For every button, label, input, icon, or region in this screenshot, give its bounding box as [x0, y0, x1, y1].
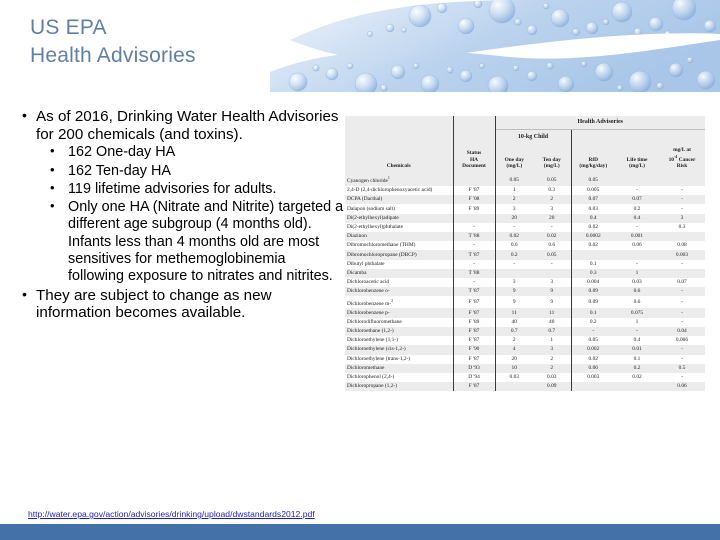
- table-row: [345, 214, 705, 223]
- cell-one-day: 40: [495, 318, 533, 327]
- cell-status: -: [453, 278, 495, 287]
- cell-one-day: 3: [495, 278, 533, 287]
- cell-rfd: 0.05: [571, 174, 615, 186]
- cell-chemical-name: Dibromochloromethane (THM): [345, 241, 453, 250]
- cell-chemical-name: Cyanogen chloride$^1$: [345, 174, 453, 186]
- bullet-item-primary-1: [14, 108, 344, 286]
- slide-body: [14, 108, 344, 323]
- column-header-rfd: [571, 145, 615, 174]
- page-title: [30, 14, 330, 69]
- cell-cancer-risk: -: [659, 195, 705, 204]
- cell-footnote-marker: 2: [391, 297, 394, 303]
- one-day-line1: One day: [504, 156, 524, 163]
- cell-chemical-name: Dalapon (sodium salt): [345, 204, 453, 213]
- cell-chemical-name: Diazinon: [345, 232, 453, 241]
- ten-day-line2: (mg/L): [543, 163, 560, 170]
- one-day-line2: (mg/L): [506, 163, 523, 170]
- cell-rfd: [571, 382, 615, 391]
- cell-chemical-name: Dichloroethane (1,2-): [345, 327, 453, 336]
- cell-chemical-name: Dichlorophenol (2,4-): [345, 373, 453, 382]
- cell-rfd: 0.003: [571, 373, 615, 382]
- cell-one-day: 0.2: [495, 250, 533, 259]
- cell-footnote-marker: 1: [387, 175, 390, 181]
- table-row: [345, 174, 705, 186]
- cell-one-day: 2: [495, 336, 533, 345]
- table-row: [345, 278, 705, 287]
- cell-status: F '87: [453, 355, 495, 364]
- table-header: [345, 116, 705, 174]
- cancer-exponent: -4: [673, 153, 678, 159]
- cell-one-day: -: [495, 223, 533, 232]
- cell-chemical-name: 2,4-D (2,4-dichlorophenoxyacetic acid): [345, 186, 453, 195]
- column-header-status: [453, 116, 495, 174]
- cell-ten-day: 9: [533, 287, 571, 296]
- cell-life-time: 0.03: [615, 278, 659, 287]
- cell-one-day: 1: [495, 186, 533, 195]
- cell-cancer-risk: -: [659, 308, 705, 317]
- cell-life-time: -: [615, 327, 659, 336]
- cell-ten-day: 0.02: [533, 232, 571, 241]
- table-row: [345, 260, 705, 269]
- cell-rfd: -: [571, 327, 615, 336]
- cell-life-time: 0.02: [615, 373, 659, 382]
- cell-ten-day: 1: [533, 336, 571, 345]
- cell-one-day: 20: [495, 214, 533, 223]
- cell-status: -: [453, 260, 495, 269]
- cell-life-time: -: [615, 223, 659, 232]
- rfd-line2: (mg/kg/day): [579, 163, 608, 170]
- table-row: [345, 195, 705, 204]
- cell-chemical-name: Dichlorobenzene o-: [345, 287, 453, 296]
- cell-one-day: 10: [495, 364, 533, 373]
- cancer-word: Cancer: [677, 156, 696, 163]
- cell-life-time: 0.4: [615, 336, 659, 345]
- cell-status: F '87: [453, 186, 495, 195]
- cell-chemical-name: Dichlorobenzene p-: [345, 308, 453, 317]
- table-body: [345, 174, 705, 391]
- cell-one-day: -: [495, 260, 533, 269]
- column-header-chemicals: Chemicals: [345, 116, 453, 174]
- cell-one-day: 0.7: [495, 327, 533, 336]
- cell-life-time: 1: [615, 318, 659, 327]
- bullet-text: 119 lifetime advisories for adults.: [68, 180, 277, 197]
- cell-status: F '87: [453, 296, 495, 308]
- cell-ten-day: 2: [533, 355, 571, 364]
- bullet-item-sub-4: [36, 199, 344, 285]
- status-line2: HA: [469, 156, 479, 163]
- bullet-item-sub-3: [36, 181, 344, 198]
- cell-life-time: [615, 382, 659, 391]
- cell-ten-day: [533, 269, 571, 278]
- cell-rfd: 0.06: [571, 364, 615, 373]
- cell-cancer-risk: [659, 232, 705, 241]
- cell-cancer-risk: 0.04: [659, 327, 705, 336]
- cell-rfd: 0.07: [571, 195, 615, 204]
- cell-life-time: 0.6: [615, 296, 659, 308]
- table-row: [345, 308, 705, 317]
- cell-ten-day: 3: [533, 204, 571, 213]
- cell-ten-day: 11: [533, 308, 571, 317]
- cell-rfd: 0.1: [571, 308, 615, 317]
- cell-rfd: 0.2: [571, 318, 615, 327]
- cell-one-day: [495, 269, 533, 278]
- cell-rfd: 0.004: [571, 278, 615, 287]
- cell-ten-day: -: [533, 223, 571, 232]
- column-group-health-advisories: Health Advisories: [495, 116, 705, 130]
- cell-status: F '87: [453, 336, 495, 345]
- column-header-one-day: [495, 145, 533, 174]
- cell-cancer-risk: 0.003: [659, 250, 705, 259]
- cell-one-day: 0.03: [495, 373, 533, 382]
- cell-ten-day: -: [533, 260, 571, 269]
- column-header-cancer-risk: [659, 145, 705, 174]
- life-time-line1: Life time: [626, 156, 648, 163]
- cell-chemical-name: Dichloromethane: [345, 364, 453, 373]
- cancer-line1: mg/L at: [673, 147, 691, 153]
- cell-cancer-risk: -: [659, 260, 705, 269]
- cell-chemical-name: Dichloroacetic acid: [345, 278, 453, 287]
- cell-one-day: 9: [495, 296, 533, 308]
- cancer-line2: [660, 154, 704, 164]
- cell-rfd: [571, 250, 615, 259]
- table-row: [345, 318, 705, 327]
- cell-cancer-risk: -: [659, 186, 705, 195]
- page-title-line1: US EPA: [30, 16, 107, 39]
- table-row: [345, 204, 705, 213]
- cell-one-day: 9: [495, 287, 533, 296]
- cell-ten-day: 2: [533, 364, 571, 373]
- cell-chemical-name: Di(2-ethylhexyl)adipate: [345, 214, 453, 223]
- table-row: [345, 223, 705, 232]
- cell-one-day: 2: [495, 195, 533, 204]
- cancer-base: 10: [668, 156, 674, 163]
- bullet-item-sub-2: [36, 163, 344, 180]
- table-row: [345, 355, 705, 364]
- table-row: [345, 250, 705, 259]
- cell-one-day: 0.05: [495, 174, 533, 186]
- cell-status: T '87: [453, 250, 495, 259]
- cell-life-time: 0.2: [615, 204, 659, 213]
- cell-status: [453, 174, 495, 186]
- cell-rfd: 0.02: [571, 223, 615, 232]
- table-row: [345, 232, 705, 241]
- cell-cancer-risk: -: [659, 373, 705, 382]
- column-group-10kg-child: 10-kg Child: [495, 130, 571, 146]
- cell-chemical-name: Dichlorodifluoromethane: [345, 318, 453, 327]
- cell-status: T '88: [453, 232, 495, 241]
- ten-day-line1: Ten day: [542, 156, 561, 163]
- footer-bar: [0, 524, 720, 540]
- bullet-text: As of 2016, Drinking Water Health Advisories for 200 chemicals (and toxins).: [36, 108, 339, 143]
- cell-rfd: 0.02: [571, 241, 615, 250]
- bullet-list-level1: [14, 108, 344, 322]
- cell-ten-day: 0.6: [533, 241, 571, 250]
- table-row: [345, 345, 705, 354]
- bullet-item-primary-2: [14, 287, 344, 322]
- cell-cancer-risk: -: [659, 355, 705, 364]
- column-header-life-time: [615, 145, 659, 174]
- cell-rfd: 0.0002: [571, 232, 615, 241]
- cell-cancer-risk: -: [659, 296, 705, 308]
- table-row: [345, 373, 705, 382]
- cell-rfd: 0.09: [571, 296, 615, 308]
- cell-cancer-risk: 3: [659, 214, 705, 223]
- cell-life-time: 0.1: [615, 355, 659, 364]
- cell-chemical-name: Di(2-ethylhexyl)phthalate: [345, 223, 453, 232]
- cell-cancer-risk: [659, 174, 705, 186]
- cell-status: -: [453, 241, 495, 250]
- cell-ten-day: 3: [533, 345, 571, 354]
- cell-life-time: -: [615, 186, 659, 195]
- cell-status: -: [453, 223, 495, 232]
- page-title-line2: Health Advisories: [30, 43, 196, 67]
- table-row: [345, 364, 705, 373]
- cell-life-time: -: [615, 260, 659, 269]
- bullet-text: 162 Ten-day HA: [68, 162, 171, 179]
- cell-one-day: 3: [495, 204, 533, 213]
- cell-rfd: 0.05: [571, 336, 615, 345]
- table-row: [345, 327, 705, 336]
- cell-chemical-name: Dichloroethylene (trans-1,2-): [345, 355, 453, 364]
- table-row: [345, 269, 705, 278]
- cell-status: T '87: [453, 287, 495, 296]
- cell-chemical-name: DCPA (Dacthal): [345, 195, 453, 204]
- table-row: [345, 382, 705, 391]
- cell-chemical-name: Dicamba: [345, 269, 453, 278]
- cell-ten-day: 0.03: [533, 373, 571, 382]
- cell-chemical-name: Dichloroethylene (1,1-): [345, 336, 453, 345]
- cell-one-day: [495, 382, 533, 391]
- cell-chemical-name: Dichloroethylene (cis-1,2-): [345, 345, 453, 354]
- cell-status: F '87: [453, 382, 495, 391]
- cell-status: T '88: [453, 269, 495, 278]
- cell-one-day: 0.6: [495, 241, 533, 250]
- cell-one-day: 0.02: [495, 232, 533, 241]
- cell-ten-day: 3: [533, 278, 571, 287]
- cell-status: F '90: [453, 345, 495, 354]
- cell-status: F '87: [453, 308, 495, 317]
- cell-ten-day: 0.05: [533, 250, 571, 259]
- cell-ten-day: 0.05: [533, 174, 571, 186]
- cell-chemical-name: Dichlorobenzene m-$^2$: [345, 296, 453, 308]
- cell-rfd: 0.002: [571, 345, 615, 354]
- cell-cancer-risk: 0.5: [659, 364, 705, 373]
- cell-status: [453, 214, 495, 223]
- cell-life-time: 0.01: [615, 345, 659, 354]
- cell-chemical-name: Dibromochloropropane (DBCP): [345, 250, 453, 259]
- status-line1: Status: [466, 149, 482, 156]
- cell-ten-day: 20: [533, 214, 571, 223]
- cell-status: F '08: [453, 195, 495, 204]
- cell-chemical-name: Dibutyl phthalate: [345, 260, 453, 269]
- cell-ten-day: 40: [533, 318, 571, 327]
- cell-status: D '94: [453, 373, 495, 382]
- cell-rfd: 0.005: [571, 186, 615, 195]
- cell-cancer-risk: [659, 269, 705, 278]
- bullet-list-level2: [36, 144, 344, 285]
- cell-cancer-risk: -: [659, 318, 705, 327]
- cell-status: F '89: [453, 204, 495, 213]
- cell-status: F '89: [453, 318, 495, 327]
- health-advisories-table: [345, 116, 705, 496]
- cell-rfd: 0.02: [571, 355, 615, 364]
- rfd-line1: RfD: [588, 156, 599, 163]
- column-header-ten-day: [533, 145, 571, 174]
- bullet-text: They are subject to change as new information becomes available.: [36, 286, 272, 322]
- cell-life-time: [615, 174, 659, 186]
- cell-ten-day: 0.3: [533, 186, 571, 195]
- cell-cancer-risk: -: [659, 287, 705, 296]
- cell-rfd: 0.09: [571, 287, 615, 296]
- cell-status: F '87: [453, 327, 495, 336]
- life-time-line2: (mg/L): [629, 163, 645, 170]
- cell-cancer-risk: -: [659, 204, 705, 213]
- cell-rfd: 0.1: [571, 260, 615, 269]
- cell-life-time: 0.07: [615, 195, 659, 204]
- cell-life-time: 0.4: [615, 214, 659, 223]
- cell-life-time: 0.06: [615, 241, 659, 250]
- cell-ten-day: 9: [533, 296, 571, 308]
- table-row: [345, 296, 705, 308]
- cell-chemical-name: Dichloropropane (1,2-): [345, 382, 453, 391]
- cell-one-day: 11: [495, 308, 533, 317]
- water-droplet-banner-graphic: [270, 0, 720, 92]
- cell-status: D '93: [453, 364, 495, 373]
- cell-ten-day: 0.09: [533, 382, 571, 391]
- cell-rfd: 0.3: [571, 269, 615, 278]
- cell-cancer-risk: 0.3: [659, 223, 705, 232]
- cell-rfd: 0.03: [571, 204, 615, 213]
- source-url-link[interactable]: http://water.epa.gov/action/advisories/drinking/upload/dwstandards2012.pdf: [28, 509, 315, 519]
- cell-ten-day: 2: [533, 195, 571, 204]
- table-row: [345, 336, 705, 345]
- cell-cancer-risk: 0.07: [659, 278, 705, 287]
- cell-ten-day: 0.7: [533, 327, 571, 336]
- bullet-text: 162 One-day HA: [68, 144, 176, 161]
- cell-cancer-risk: -: [659, 345, 705, 354]
- cell-life-time: [615, 250, 659, 259]
- cell-life-time: 0.001: [615, 232, 659, 241]
- status-line3: Document: [462, 163, 486, 170]
- cell-cancer-risk: 0.006: [659, 336, 705, 345]
- bullet-text: Only one HA (Nitrate and Nitrite) targeted a different age subgroup (4 months old). Infants less than 4 months old are most sensitives for methemoglobinemia following exposure to nitrates and nitrites.: [68, 199, 344, 285]
- table-row: [345, 241, 705, 250]
- cell-life-time: 0.2: [615, 364, 659, 373]
- cancer-line3: Risk: [676, 163, 688, 170]
- cell-life-time: 1: [615, 269, 659, 278]
- table-row: [345, 186, 705, 195]
- bullet-item-sub-1: [36, 144, 344, 161]
- table-row: [345, 287, 705, 296]
- cell-life-time: 0.075: [615, 308, 659, 317]
- cell-one-day: 20: [495, 355, 533, 364]
- cell-life-time: 0.6: [615, 287, 659, 296]
- cell-cancer-risk: 0.06: [659, 382, 705, 391]
- cell-cancer-risk: 0.08: [659, 241, 705, 250]
- cell-rfd: 0.4: [571, 214, 615, 223]
- cell-one-day: 4: [495, 345, 533, 354]
